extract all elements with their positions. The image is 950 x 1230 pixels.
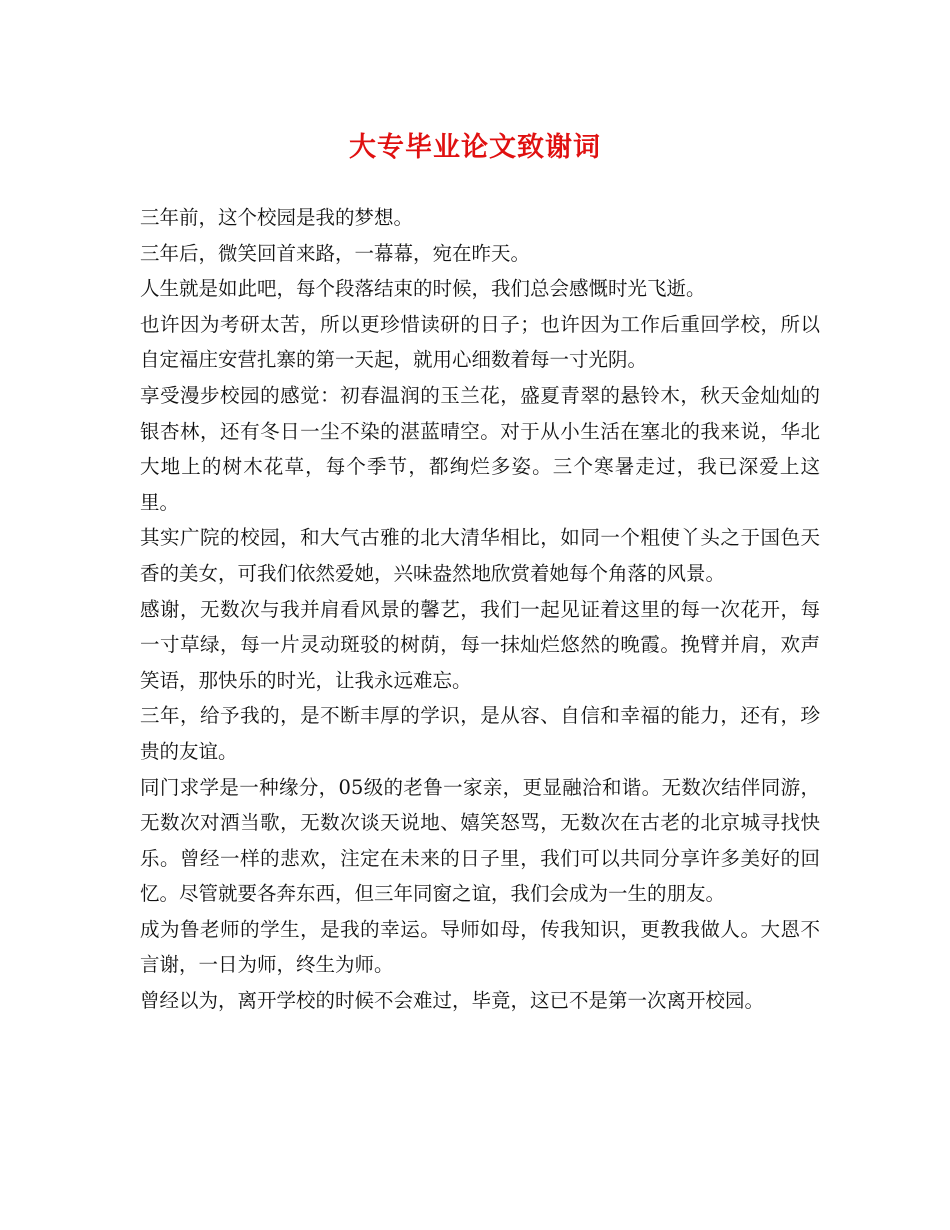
document-body: [140, 200, 820, 1019]
paragraph: 三年，给予我的，是不断丰厚的学识，是从容、自信和幸福的能力，还有，珍贵的友谊。: [140, 704, 820, 763]
paragraph: 三年后，微笑回首来路，一幕幕，宛在昨天。: [140, 241, 531, 265]
paragraph: 感谢，无数次与我并肩看风景的馨艺，我们一起见证着这里的每一次花开，每一寸草绿，每一片灵动斑驳的树荫，每一抹灿烂悠然的晚霞。挽臂并肩，欢声笑语，那快乐的时光，让我永远难忘。: [140, 597, 820, 692]
paragraph: 三年前，这个校园是我的梦想。: [140, 206, 414, 229]
paragraph: 同门求学是一种缘分，05级的老鲁一家亲，更显融洽和谐。无数次结伴同游，无数次对酒当歌，无数次谈天说地、嬉笑怒骂，无数次在古老的北京城寻找快乐。曾经一样的悲欢，注定在未来的日子里，我们可以共同分享许多美好的回忆。尽管就要各奔东西，但三年同窗之谊，我们会成为一生的朋友。: [140, 775, 820, 906]
paragraph: 人生就是如此吧，每个段落结束的时候，我们总会感慨时光飞逝。: [140, 277, 706, 301]
document-title: 大专毕业论文致谢词: [349, 132, 601, 163]
paragraph: 享受漫步校园的感觉：初春温润的玉兰花，盛夏青翠的悬铃木，秋天金灿灿的银杏林，还有冬日一尘不染的湛蓝晴空。对于从小生活在塞北的我来说，华北大地上的树木花草，每个季节，都绚烂多姿。三个寒暑走过，我已深爱上这里。: [140, 383, 820, 514]
paragraph: 曾经以为，离开学校的时候不会难过，毕竟，这已不是第一次离开校园。: [140, 989, 765, 1013]
paragraph: 也许因为考研太苦，所以更珍惜读研的日子；也许因为工作后重回学校，所以自定福庄安营扎寨的第一天起，就用心细数着每一寸光阴。: [140, 312, 820, 372]
paragraph: 其实广院的校园，和大气古雅的北大清华相比，如同一个粗使丫头之于国色天香的美女，可我们依然爱她，兴味盎然地欣赏着她每个角落的风景。: [140, 526, 820, 585]
paragraph: 成为鲁老师的学生，是我的幸运。导师如母，传我知识，更教我做人。大恩不言谢，一日为师，终生为师。: [140, 917, 820, 977]
